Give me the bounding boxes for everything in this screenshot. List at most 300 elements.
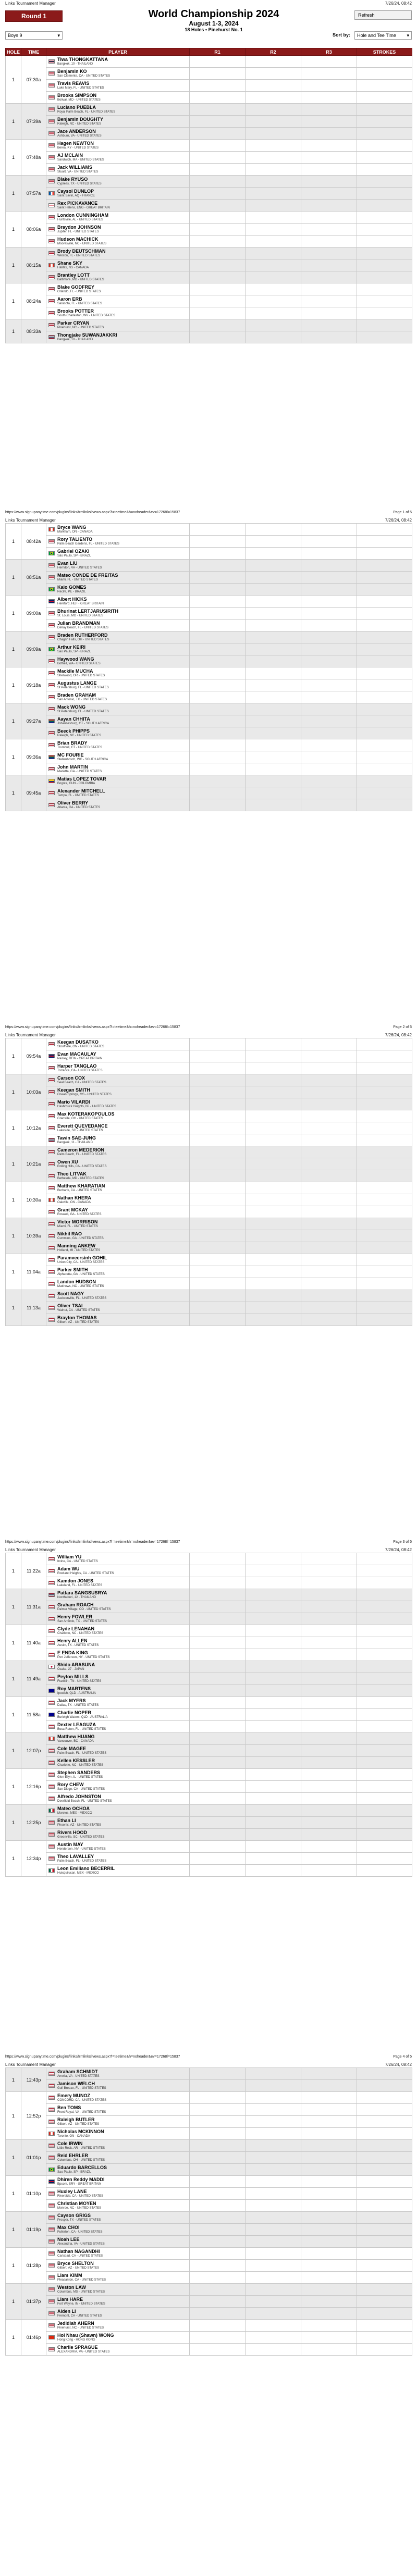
player-name[interactable]: Nicholas MCKINNON [57,2129,104,2134]
player-entry[interactable] [46,307,189,319]
player-name[interactable]: Aayan CHHITA [57,716,90,722]
column-header[interactable]: R3 [301,48,357,56]
player-name[interactable]: Henry ALLEN [57,1638,88,1643]
player-name[interactable]: Mackile MUCHA [57,668,93,674]
player-name[interactable]: Beeck PHIPPS [57,728,90,734]
player-entry[interactable] [46,620,189,631]
r2-score-cell [246,1098,301,1110]
player-name[interactable]: Hoi Nhau (Shawn) WONG [57,2333,114,2338]
player-name[interactable]: Brayton THOMAS [57,1315,97,1320]
r2-score-cell [246,2152,301,2164]
player-name[interactable]: Jack MYERS [57,1698,86,1703]
player-entry[interactable] [46,271,189,283]
player-name[interactable]: Tawin SAE-JUNG [57,1135,96,1141]
player-entry[interactable] [46,2248,189,2259]
player-entry[interactable] [46,1709,189,1720]
player-name[interactable]: Harper TANGLAO [57,1063,97,1069]
player-entry[interactable] [46,2296,189,2307]
player-name[interactable]: Shane SKY [57,261,83,266]
player-name[interactable]: Theo LAVALLEY [57,1854,94,1859]
table-row [6,1793,412,1805]
player-name[interactable]: Brooks SIMPSON [57,93,97,98]
table-row [6,787,412,799]
player-entry[interactable] [46,2140,189,2151]
print-page [0,0,417,517]
column-header[interactable]: HOLE [6,48,21,56]
player-entry[interactable] [46,2320,189,2331]
player-entry[interactable] [46,295,189,307]
player-entry[interactable] [46,1074,189,1086]
player-entry[interactable] [46,2332,189,2343]
player-name[interactable]: Arthur KEIRI [57,645,85,650]
r3-score-cell [301,584,357,596]
player-entry[interactable] [46,2164,189,2175]
player-name[interactable]: Cameron MEDERION [57,1147,105,1153]
player-entry[interactable] [46,1577,189,1589]
player-name[interactable]: Brantley LOTT [57,273,90,278]
player-name[interactable]: John MARTIN [57,764,88,770]
column-header[interactable]: TIME [21,48,46,56]
player-name[interactable]: Scott NAGY [57,1291,84,1296]
player-name[interactable]: Matthew KHARATIAN [57,1183,105,1188]
player-entry[interactable] [46,1182,189,1194]
r2-score-cell [246,295,301,307]
player-name[interactable]: MC FOURIE [57,752,84,758]
player-entry[interactable] [46,1230,189,1242]
player-name[interactable]: Bhurinat LERTJARUSIRITH [57,609,118,614]
r1-score-cell [190,212,246,224]
player-name[interactable]: Aaron ERB [57,296,82,302]
player-name[interactable]: Peyton MILLS [57,1674,89,1679]
player-entry[interactable] [46,2116,189,2127]
player-name[interactable]: Tiwa THONGKATTANA [57,57,108,62]
player-entry[interactable] [46,176,189,187]
player-name[interactable]: Benjamin KO [57,69,87,74]
player-name[interactable]: Kamdon JONES [57,1578,94,1583]
player-name[interactable]: Jamison WELCH [57,2081,95,2086]
player-entry[interactable] [46,212,189,223]
player-name[interactable]: Christian MOYEN [57,2201,96,2206]
player-name[interactable]: Adam WU [57,1566,80,1571]
event-title: World Championship 2024 [148,8,279,20]
player-entry[interactable] [46,1733,189,1744]
player-entry[interactable] [46,2224,189,2235]
player-name[interactable]: Brody DEUTSCHMAN [57,249,106,254]
player-entry[interactable] [46,727,189,739]
player-entry[interactable] [46,331,189,343]
player-name[interactable]: Graham SCHMIDT [57,2069,98,2074]
r1-score-cell [190,152,246,164]
player-entry[interactable] [46,1745,189,1756]
player-name[interactable]: Bryce SHELTON [57,2261,94,2266]
player-entry[interactable] [46,2128,189,2139]
player-name[interactable]: Bryce WANG [57,525,87,530]
player-entry[interactable] [46,667,189,679]
player-location: Walnut, CA - UNITED STATES [57,1309,100,1312]
player-name[interactable]: Blake GODFREY [57,284,95,290]
player-name[interactable]: Victor MORRISON [57,1219,98,1224]
player-name[interactable]: Dhiren Reddy MADDI [57,2177,105,2182]
player-entry[interactable] [46,608,189,619]
player-name[interactable]: Brian BRADY [57,740,88,746]
player-entry[interactable] [46,1266,189,1278]
player-entry[interactable] [46,1793,189,1804]
player-name[interactable]: Shido ARASUNA [57,1662,95,1667]
player-entry[interactable] [46,1685,189,1696]
player-name[interactable]: Benjamin DOUGHTY [57,117,104,122]
player-name[interactable]: Grant MCKAY [57,1207,88,1212]
player-name[interactable]: Rory TALIENTO [57,537,93,542]
player-name[interactable]: Blake RYUSO [57,177,88,182]
player-entry[interactable] [46,751,189,763]
player-name[interactable]: Leon Emiliano BECERRIL [57,1866,115,1871]
player-name[interactable]: Noah LEE [57,2237,80,2242]
player-entry[interactable] [46,1170,189,1182]
player-entry[interactable] [46,283,189,295]
player-name[interactable]: Everett QUEVEDANCE [57,1123,108,1129]
r3-score-cell [301,1230,357,1242]
player-name[interactable]: Albert HICKS [57,597,87,602]
player-name[interactable]: Oliver TSAI [57,1303,83,1308]
player-name[interactable]: Caysol DUNLOP [57,189,94,194]
player-entry[interactable] [46,1302,189,1314]
player-entry[interactable] [46,80,189,91]
player-entry[interactable] [46,2188,189,2199]
player-name[interactable]: Augustus LANGE [57,680,97,686]
player-entry[interactable] [46,1841,189,1852]
column-header[interactable]: R2 [246,48,301,56]
player-entry[interactable] [46,1601,189,1613]
player-location: San Clemente, CA - UNITED STATES [57,75,111,78]
player-entry[interactable] [46,1637,189,1649]
flag-icon [48,2132,55,2136]
player-entry[interactable] [46,715,189,727]
player-entry[interactable] [46,128,189,139]
player-name[interactable]: Nikhil RAO [57,1231,82,1236]
player-name[interactable]: Austin MAY [57,1842,83,1847]
player-name[interactable]: Cayson GRIGS [57,2213,91,2218]
player-name[interactable]: Dexter LEAGUZA [57,1722,96,1727]
player-cell [46,548,190,560]
player-entry[interactable] [46,2104,189,2115]
player-entry[interactable] [46,188,189,199]
player-name[interactable]: Matthew HUANG [57,1734,95,1739]
player-entry[interactable] [46,1050,189,1062]
player-entry[interactable] [46,691,189,703]
player-entry[interactable] [46,1122,189,1134]
player-entry[interactable] [46,2236,189,2247]
player-name[interactable]: London CUNNINGHAM [57,213,108,218]
player-entry[interactable] [46,643,189,655]
player-name[interactable]: Jack WILLIAMS [57,165,93,170]
player-name[interactable]: Ethan LI [57,1818,76,1823]
player-name[interactable]: Landon HUDSON [57,1279,96,1284]
player-entry[interactable] [46,2092,189,2103]
player-entry[interactable] [46,116,189,127]
player-name[interactable]: Jace ANDERSON [57,129,96,134]
player-entry[interactable] [46,56,189,67]
player-entry[interactable] [46,1110,189,1122]
player-entry[interactable] [46,1194,189,1206]
player-name[interactable]: Theo LITVAK [57,1171,87,1176]
player-entry[interactable] [46,152,189,163]
player-entry[interactable] [46,1721,189,1732]
player-entry[interactable] [46,68,189,79]
player-name[interactable]: Mateo CONDE DE FREITAS [57,573,118,578]
player-entry[interactable] [46,164,189,175]
strokes-cell [357,1146,412,1158]
player-entry[interactable] [46,631,189,643]
player-name[interactable]: Matias LOPEZ TOVAR [57,776,106,782]
player-name[interactable]: Roy MARTENS [57,1686,91,1691]
player-name[interactable]: Cole IRWIN [57,2141,83,2146]
player-name[interactable]: Rex PICKAVANCE [57,201,98,206]
player-name[interactable]: Huxley LANE [57,2189,87,2194]
player-entry[interactable] [46,2152,189,2163]
player-name[interactable]: Thongjake SUWANJAKKRI [57,332,117,338]
player-entry[interactable] [46,259,189,271]
player-name[interactable]: Liam KIMM [57,2273,82,2278]
player-name[interactable]: Graham ROACH [57,1602,94,1607]
print-header-title: Links Tournament Manager [5,1033,56,1037]
player-entry[interactable] [46,1805,189,1816]
player-entry[interactable] [46,1817,189,1828]
print-page [0,1546,417,2061]
player-name[interactable]: Alexander MITCHELL [57,788,105,794]
player-name[interactable]: Rory CHEW [57,1782,84,1787]
player-entry[interactable] [46,1853,189,1864]
player-entry[interactable] [46,1098,189,1110]
player-name[interactable]: Kaio GOMES [57,585,87,590]
player-name[interactable]: Parker SMITH [57,1267,88,1272]
player-name[interactable]: Julian BRANDMAN [57,621,100,626]
player-name[interactable]: Aiden LI [57,2309,76,2314]
player-entry[interactable] [46,92,189,103]
player-name[interactable]: Evan LIU [57,561,78,566]
player-name[interactable]: Jedidiah AHERN [57,2321,94,2326]
player-entry[interactable] [46,1158,189,1170]
player-name[interactable]: Liam HARE [57,2297,83,2302]
player-name[interactable]: Brooks POTTER [57,308,94,314]
player-name[interactable]: Charlie SPRAGUE [57,2345,98,2350]
column-header[interactable]: R1 [190,48,246,56]
player-name[interactable]: Pattara SANGSUSRYA [57,1590,107,1595]
player-entry[interactable] [46,1146,189,1158]
player-entry[interactable] [46,2308,189,2319]
player-entry[interactable] [46,763,189,775]
player-entry[interactable] [46,1278,189,1290]
player-name[interactable]: Parker CRYAN [57,320,90,326]
player-entry[interactable] [46,1254,189,1266]
player-entry[interactable] [46,548,189,559]
player-name[interactable]: Manning ANKEW [57,1243,96,1248]
player-name[interactable]: Haywood WANG [57,657,94,662]
player-entry[interactable] [46,2068,189,2079]
flag-icon [48,1856,55,1861]
player-entry[interactable] [46,1218,189,1230]
player-entry[interactable] [46,739,189,751]
refresh-button[interactable]: Refresh [354,10,412,20]
player-entry[interactable] [46,247,189,259]
player-entry[interactable] [46,2212,189,2223]
player-entry[interactable] [46,775,189,787]
player-name[interactable]: Braden GRAHAM [57,692,96,698]
player-name[interactable]: Carson COX [57,1075,85,1081]
r2-score-cell [246,1685,301,1697]
player-entry[interactable] [46,655,189,667]
r2-score-cell [246,2188,301,2200]
player-entry[interactable] [46,2176,189,2187]
column-header[interactable]: PLAYER [46,48,190,56]
player-name[interactable]: Hudson MACHICK [57,237,99,242]
player-entry[interactable] [46,1290,189,1302]
strokes-cell [357,787,412,799]
player-entry[interactable] [46,200,189,211]
player-name[interactable]: Evan MACAULAY [57,1051,96,1057]
player-entry[interactable] [46,1242,189,1254]
r1-score-cell [190,2176,246,2188]
player-entry[interactable] [46,236,189,247]
player-location: Ipswich, QLD - AUSTRALIA [57,1692,96,1695]
column-header[interactable]: STROKES [357,48,412,56]
player-name[interactable]: Nathan NAGANDHI [57,2249,100,2254]
player-entry[interactable] [46,1661,189,1673]
sort-select[interactable] [354,31,412,40]
r1-score-cell [190,1553,246,1565]
r3-score-cell [301,1853,357,1865]
player-entry[interactable] [46,1781,189,1792]
player-name[interactable]: Rivers HOOD [57,1830,88,1835]
table-row [6,2224,412,2236]
player-name[interactable]: Alfredo JOHNSTON [57,1794,101,1799]
player-entry[interactable] [46,536,189,547]
player-entry[interactable] [46,2080,189,2091]
r3-score-cell [301,1865,357,1877]
player-entry[interactable] [46,1062,189,1074]
player-name[interactable]: Mario VILARDI [57,1099,90,1105]
player-name[interactable]: Keegan SMITH [57,1087,91,1093]
player-entry[interactable] [46,596,189,607]
player-entry[interactable] [46,1314,189,1326]
player-entry[interactable] [46,140,189,151]
player-entry[interactable] [46,584,189,595]
player-name[interactable]: Mateo OCHOA [57,1806,90,1811]
player-name[interactable]: Braydon JOHNSON [57,225,101,230]
player-name[interactable]: Owen XU [57,1159,78,1165]
player-entry[interactable] [46,319,189,331]
hole-cell: 1 [6,247,21,283]
player-name[interactable]: Eduardo BARCELLOS [57,2165,107,2170]
r1-score-cell [190,1266,246,1278]
table-row [6,2284,412,2296]
player-name[interactable]: Kellen KESSLER [57,1758,95,1763]
player-name[interactable]: Travis REAVIS [57,81,90,86]
player-name[interactable]: Reid EHRLER [57,2153,89,2158]
player-name[interactable]: E ENDA KING [57,1650,88,1655]
player-entry[interactable] [46,1769,189,1780]
table-row [6,1625,412,1637]
player-entry[interactable] [46,1757,189,1768]
player-entry[interactable] [46,1649,189,1661]
flag-icon [48,2156,55,2160]
player-name[interactable]: Stephen SANDERS [57,1770,101,1775]
player-entry[interactable] [46,1206,189,1218]
player-name[interactable]: Hagen NEWTON [57,141,94,146]
player-name[interactable]: Ben TOMS [57,2105,81,2110]
player-entry[interactable] [46,1673,189,1685]
r3-score-cell [301,536,357,548]
player-name[interactable]: Cole MAGEE [57,1746,87,1751]
player-name[interactable]: Max KOTERAKOPOULOS [57,1111,115,1117]
player-entry[interactable] [46,1829,189,1840]
player-name[interactable]: Oliver BERRY [57,800,89,806]
player-name[interactable]: Henry FOWLER [57,1614,93,1619]
round-button[interactable]: Round 1 [5,10,63,22]
player-entry[interactable] [46,1038,189,1050]
player-entry[interactable] [46,224,189,235]
player-name[interactable]: Clyde LENAHAN [57,1626,95,1631]
player-entry[interactable] [46,703,189,715]
strokes-cell [357,1266,412,1278]
tee-time-cell: 11:31a [21,1589,46,1625]
player-entry[interactable] [46,1865,189,1876]
player-name[interactable]: Charlie NOPER [57,1710,92,1715]
player-entry[interactable] [46,2200,189,2211]
player-entry[interactable] [46,2344,189,2355]
player-entry[interactable] [46,2260,189,2271]
player-entry[interactable] [46,560,189,571]
player-name[interactable]: Raleigh BUTLER [57,2117,95,2122]
player-entry[interactable] [46,787,189,799]
player-entry[interactable] [46,1553,189,1565]
player-name[interactable]: Nathan KHERA [57,1195,92,1200]
player-name[interactable]: Keegan DUSATKO [57,1039,99,1045]
player-name[interactable]: Max CHOI [57,2225,80,2230]
player-entry[interactable] [46,1697,189,1708]
player-location: Stellenbosch, WC - SOUTH AFRICA [57,758,108,761]
player-name[interactable]: Braden RUTHERFORD [57,633,108,638]
player-entry[interactable] [46,572,189,583]
player-entry[interactable] [46,104,189,115]
player-name[interactable]: Weston LAW [57,2285,86,2290]
player-entry[interactable] [46,524,189,535]
player-name[interactable]: Mack WONG [57,704,86,710]
print-header [0,2061,417,2067]
division-select[interactable] [5,31,63,40]
player-entry[interactable] [46,1589,189,1601]
player-cell [46,2080,190,2092]
player-entry[interactable] [46,1625,189,1637]
player-name[interactable]: AJ MCLAIN [57,153,83,158]
player-entry[interactable] [46,679,189,691]
player-name[interactable]: William YU [57,1554,82,1559]
player-entry[interactable] [46,1086,189,1098]
player-name[interactable]: Emery MUNOZ [57,2093,91,2098]
strokes-cell [357,80,412,92]
player-name[interactable]: Luciano PUEBLA [57,105,96,110]
player-name[interactable]: Gabriel OZAKI [57,549,90,554]
tee-time-cell: 10:12a [21,1110,46,1146]
flag-icon [48,1689,55,1693]
player-entry[interactable] [46,1613,189,1625]
r3-score-cell [301,307,357,319]
player-entry[interactable] [46,2284,189,2295]
player-entry[interactable] [46,1134,189,1146]
player-name[interactable]: Paramveersinh GOHIL [57,1255,107,1260]
player-entry[interactable] [46,1565,189,1577]
player-entry[interactable] [46,2272,189,2283]
player-entry[interactable] [46,799,189,811]
